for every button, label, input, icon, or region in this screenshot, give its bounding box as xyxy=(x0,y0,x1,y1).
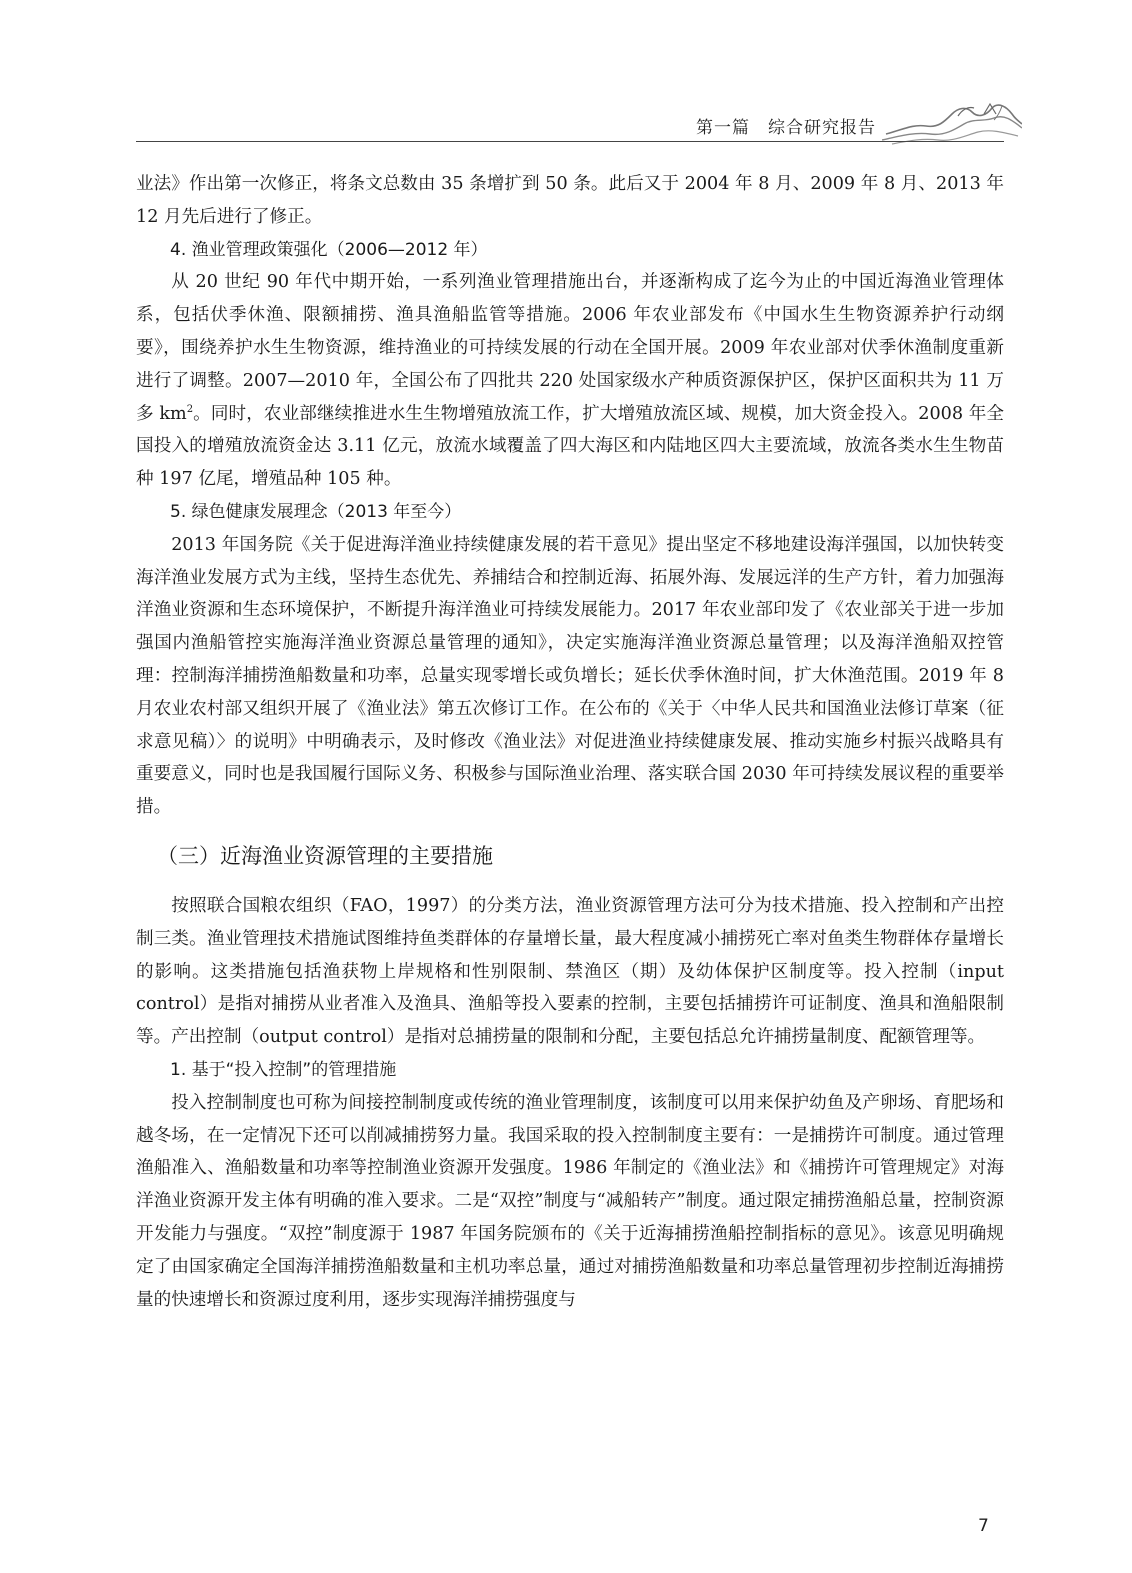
paragraph-text: 。同时，农业部继续推进水生生物增殖放流工作，扩大增殖放流区域、规模，加大资金投入。2008 年全国投入的增殖放流资金达 3.11 亿元，放流水域覆盖了四大海区和内陆地区四大主要流域，放流各类水生生物苗种 197 亿尾，增殖品种 105 种。 xyxy=(136,403,1005,490)
header-rule xyxy=(136,141,1004,142)
paragraph-text: 从 20 世纪 90 年代中期开始，一系列渔业管理措施出台，并逐渐构成了迄今为止的中国近海渔业管理体系，包括伏季休渔、限额捕捞、渔具渔船监管等措施。2006 年农业部发布《中国水生生物资源养护行动纲要》，围绕养护水生生物资源，维持渔业的可持续发展的行动在全国开展。2009 年农业部对伏季休渔制度重新进行了调整。2007—2010 年，全国公布了四批共 220 处国家级水产种质资源保护区，保护区面积共为 11 万多 km xyxy=(136,272,1004,424)
paragraph-continuation: 业法》作出第一次修正，将条文总数由 35 条增扩到 50 条。此后又于 2004 年 8 月、2009 年 8 月、2013 年 12 月先后进行了修正。 xyxy=(136,174,1004,227)
paragraph-input-control: 投入控制制度也可称为间接控制制度或传统的渔业管理制度，该制度可以用来保护幼鱼及产卵场、育肥场和越冬场，在一定情况下还可以削减捕捞努力量。我国采取的投入控制制度主要有：一是捕捞许可制度。通过管理渔船准入、渔船数量和功率等控制渔业资源开发强度。1986 年制定的《渔业法》和《捕捞许可管理规定》对海洋渔业资源开发主体有明确的准入要求。二是“双控”制度与“减船转产”制度。通过限定捕捞渔船总量，控制资源开发能力与强度。“双控”制度源于 1987 年国务院颁布的《关于近海捕捞渔船控制指标的意见》。该意见明确规定了由国家确定全国海洋捕捞渔船数量和主机功率总量，通过对捕捞渔船数量和功率总量管理初步控制近海捕捞量的快速增长和资源过度利用，逐步实现海洋捕捞强度与 xyxy=(136,1092,1004,1310)
subheading-5: 5. 绿色健康发展理念（2013 年至今） xyxy=(170,501,462,522)
page-number: 7 xyxy=(978,1516,989,1536)
subheading-1: 1. 基于“投入控制”的管理措施 xyxy=(170,1059,397,1080)
running-header xyxy=(136,100,1004,142)
wave-mountain-logo-icon xyxy=(882,94,1022,146)
paragraph-green-development: 2013 年国务院《关于促进海洋渔业持续健康发展的若干意见》提出坚定不移地建设海洋强国，以加快转变海洋渔业发展方式为主线，坚持生态优先、养捕结合和控制近海、拓展外海、发展远洋的生产方针，着力加强海洋渔业资源和生态环境保护，不断提升海洋渔业可持续发展能力。2017 年农业部印发了《农业部关于进一步加强国内渔船管控实施海洋渔业资源总量管理的通知》，决定实施海洋渔业资源总量管理；以及海洋渔船双控管理：控制海洋捕捞渔船数量和功率，总量实现零增长或负增长；延长伏季休渔时间，扩大休渔范围。2019 年 8 月农业农村部又组织开展了《渔业法》第五次修订工作。在公布的《关于〈中华人民共和国渔业法修订草案（征求意见稿）〉的说明》中明确表示，及时修改《渔业法》对促进渔业持续健康发展、推动实施乡村振兴战略具有重要意义，同时也是我国履行国际义务、积极参与国际渔业治理、落实联合国 2030 年可持续发展议程的重要举措。 xyxy=(136,534,1004,818)
header-title: 第一篇 综合研究报告 xyxy=(696,118,876,138)
paragraph-management-methods: 按照联合国粮农组织（FAO，1997）的分类方法，渔业资源管理方法可分为技术措施、投入控制和产出控制三类。渔业管理技术措施试图维持鱼类群体的存量增长量，最大程度减小捕捞死亡率对鱼类生物群体存量增长的影响。这类措施包括渔获物上岸规格和性别限制、禁渔区（期）及幼体保护区制度等。投入控制（input control）是指对捕捞从业者准入及渔具、渔船等投入要素的控制，主要包括捕捞许可证制度、渔具和渔船限制等。产出控制（output control）是指对总捕捞量的限制和分配，主要包括总允许捕捞量制度、配额管理等。 xyxy=(136,895,1004,1048)
superscript: 2 xyxy=(186,403,194,415)
paragraph-policy-strengthening xyxy=(136,266,1004,496)
subheading-4: 4. 渔业管理政策强化（2006—2012 年） xyxy=(170,239,488,260)
section-heading: （三）近海渔业资源管理的主要措施 xyxy=(157,843,493,868)
page-body xyxy=(136,168,1004,1316)
